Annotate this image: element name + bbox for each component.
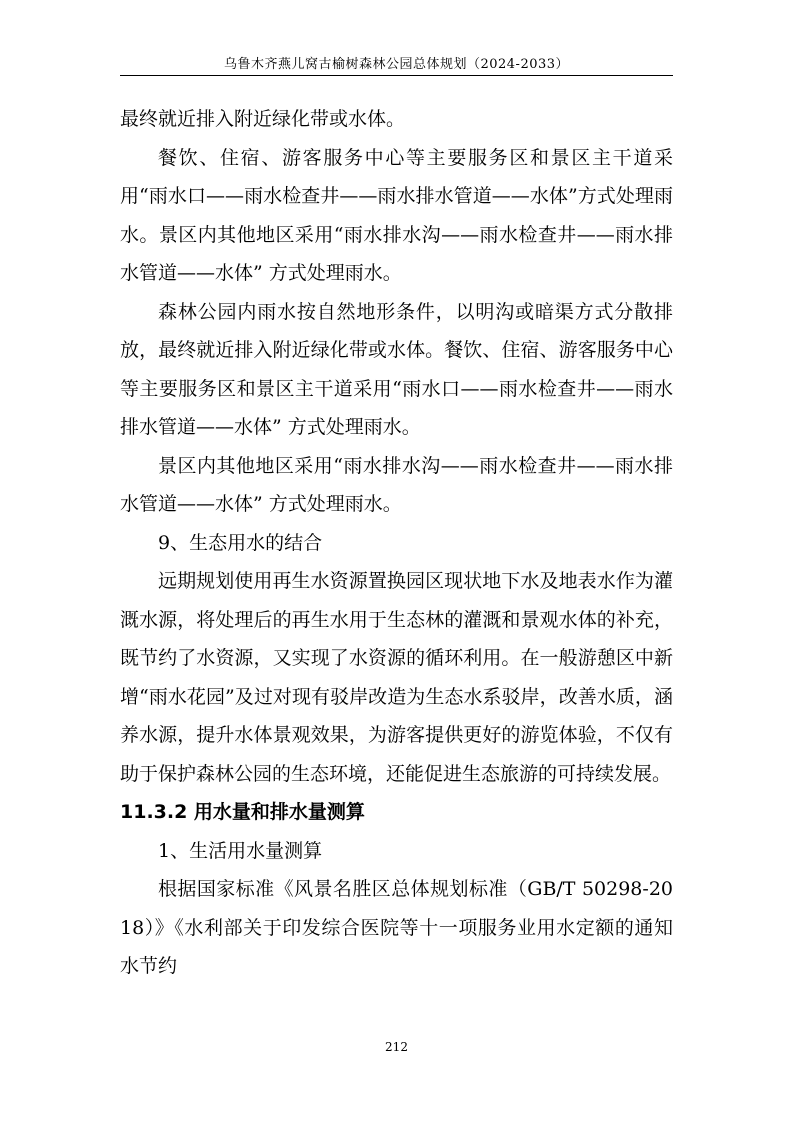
paragraph-continuation: 最终就近排入附近绿化带或水体。 bbox=[120, 108, 406, 130]
paragraph: 根据国家标准《风景名胜区总体规划标准（GB/T 50298-2018）》《水利部关于印发综合医院等十一项服务业用水定额的通知水节约 bbox=[120, 878, 673, 977]
section-heading: 11.3.2 用水量和排水量测算 bbox=[120, 801, 365, 823]
paragraph: 餐饮、住宿、游客服务中心等主要服务区和景区主干道采用“雨水口——雨水检查井——雨水排水管道——水体”方式处理雨水。景区内其他地区采用“雨水排水沟——雨水检查井——雨水排水管道——水体” 方式处理雨水。 bbox=[120, 146, 673, 284]
paragraph: 景区内其他地区采用“雨水排水沟——雨水检查井——雨水排水管道——水体” 方式处理雨水。 bbox=[120, 454, 673, 515]
subsection-title: 1、生活用水量测算 bbox=[158, 839, 323, 862]
paragraph: 森林公园内雨水按自然地形条件，以明沟或暗渠方式分散排放，最终就近排入附近绿化带或水体。餐饮、住宿、游客服务中心等主要服务区和景区主干道采用“雨水口——雨水检查井——雨水排水管道——水体” 方式处理雨水。 bbox=[120, 300, 673, 438]
body-text bbox=[120, 100, 673, 986]
paragraph: 远期规划使用再生水资源置换园区现状地下水及地表水作为灌溉水源，将处理后的再生水用于生态林的灌溉和景观水体的补充，既节约了水资源，又实现了水资源的循环利用。在一般游憩区中新增“雨水花园”及过对现有驳岸改造为生态水系驳岸，改善水质，涵养水源，提升水体景观效果，为游客提供更好的游览体验，不仅有助于保护森林公园的生态环境，还能促进生态旅游的可持续发展。 bbox=[120, 570, 673, 785]
subsection-title: 9、生态用水的结合 bbox=[158, 531, 323, 554]
page-number: 212 bbox=[385, 1040, 408, 1054]
header-rule bbox=[120, 75, 673, 76]
running-header: 乌鲁木齐燕儿窝古榆树森林公园总体规划（2024-2033） bbox=[223, 57, 570, 72]
